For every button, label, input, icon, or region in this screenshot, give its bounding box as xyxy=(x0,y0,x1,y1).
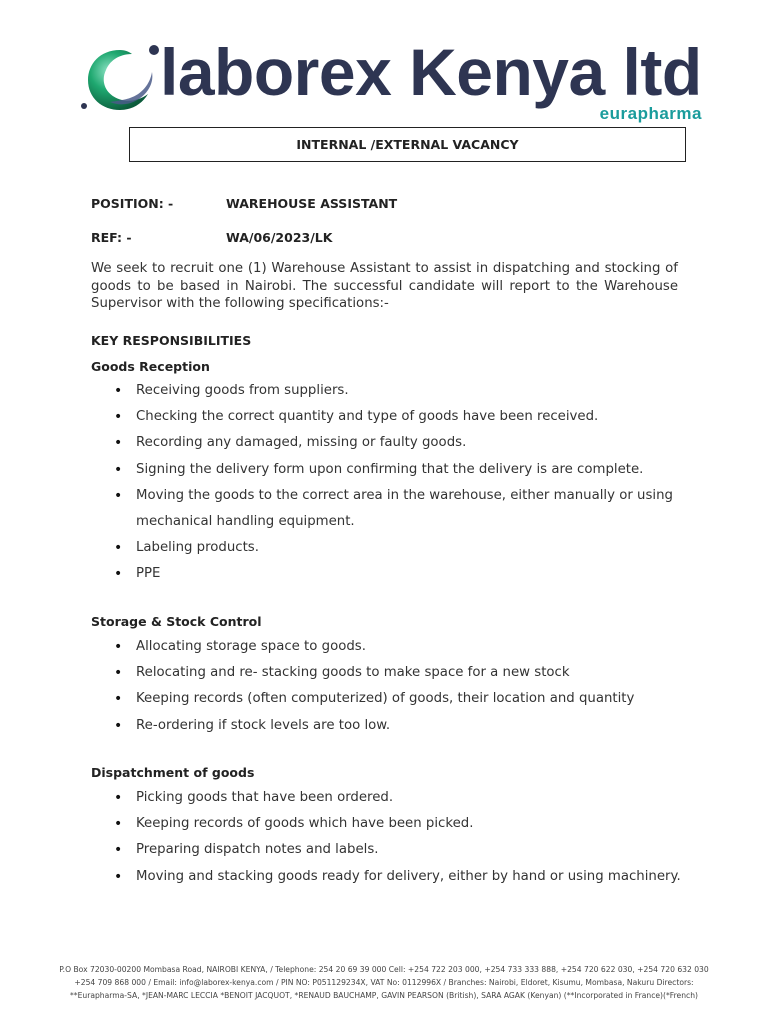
list-item: • Preparing dispatch notes and labels. xyxy=(91,837,691,863)
ref-value: WA/06/2023/LK xyxy=(226,230,333,245)
company-logo xyxy=(76,35,706,128)
company-subbrand: eurapharma xyxy=(599,104,702,123)
intro-paragraph: We seek to recruit one (1) Warehouse Assistant to assist in dispatching and stocking of goods to be based in Nairobi. The successful candidate will report to the Warehouse Supervisor with the following specifications:- xyxy=(91,261,678,311)
list-item: • Moving the goods to the correct area in the warehouse, either manually or using mechanical handling equipment. xyxy=(91,483,691,535)
list-item: • Moving and stacking goods ready for delivery, either by hand or using machinery. xyxy=(91,864,691,890)
list-item: • Keeping records of goods which have been picked. xyxy=(91,811,691,837)
goods-reception-list xyxy=(91,378,691,588)
section-heading-dispatchment: Dispatchment of goods xyxy=(91,765,255,780)
position-label: POSITION: - xyxy=(91,196,174,211)
footer-line: **Eurapharma-SA, *JEAN-MARC LECCIA *BENOIT JACQUOT, *RENAUD BAUCHAMP, GAVIN PEARSON (British), SARA AGAK (Kenyan) (**Incorporated in France)(*French) xyxy=(70,991,698,1000)
list-item: • Keeping records (often computerized) of goods, their location and quantity xyxy=(91,686,691,712)
dispatchment-list xyxy=(91,785,691,890)
list-item: • Re-ordering if stock levels are too low. xyxy=(91,713,691,739)
key-responsibilities-heading: KEY RESPONSIBILITIES xyxy=(91,333,252,348)
list-item: • Labeling products. xyxy=(91,535,691,561)
page-footer xyxy=(40,963,728,1002)
list-item: • Picking goods that have been ordered. xyxy=(91,785,691,811)
list-item: • Allocating storage space to goods. xyxy=(91,634,691,660)
list-item: • PPE xyxy=(91,561,691,587)
storage-stock-control-list xyxy=(91,634,691,739)
vacancy-title-box xyxy=(129,127,686,162)
list-item: • Receiving goods from suppliers. xyxy=(91,378,691,404)
list-item: • Checking the correct quantity and type of goods have been received. xyxy=(91,404,691,430)
list-item: • Signing the delivery form upon confirming that the delivery is are complete. xyxy=(91,457,691,483)
section-heading-goods-reception: Goods Reception xyxy=(91,359,210,374)
ref-field xyxy=(91,230,333,245)
company-name: laborex Kenya ltd xyxy=(160,35,702,109)
footer-line: +254 709 868 000 / Email: info@laborex-kenya.com / PIN NO: P051129234X, VAT No: 0112996X / Branches: Nairobi, Eldoret, Kisumu, Mombasa, Nakuru Directors: xyxy=(74,978,694,987)
position-value: WAREHOUSE ASSISTANT xyxy=(226,196,398,211)
list-item: • Relocating and re- stacking goods to make space for a new stock xyxy=(91,660,691,686)
vacancy-title: INTERNAL /EXTERNAL VACANCY xyxy=(296,137,519,152)
position-field xyxy=(91,196,398,211)
footer-line: P.O Box 72030-00200 Mombasa Road, NAIROBI KENYA, / Telephone: 254 20 69 39 000 Cell: +254 722 203 000, +254 733 333 888, +254 720 622 030, +254 720 632 030 xyxy=(59,965,709,974)
section-heading-storage-stock-control: Storage & Stock Control xyxy=(91,614,262,629)
list-item: • Recording any damaged, missing or faulty goods. xyxy=(91,430,691,456)
laborex-logo-icon xyxy=(80,44,160,116)
ref-label: REF: - xyxy=(91,230,132,245)
